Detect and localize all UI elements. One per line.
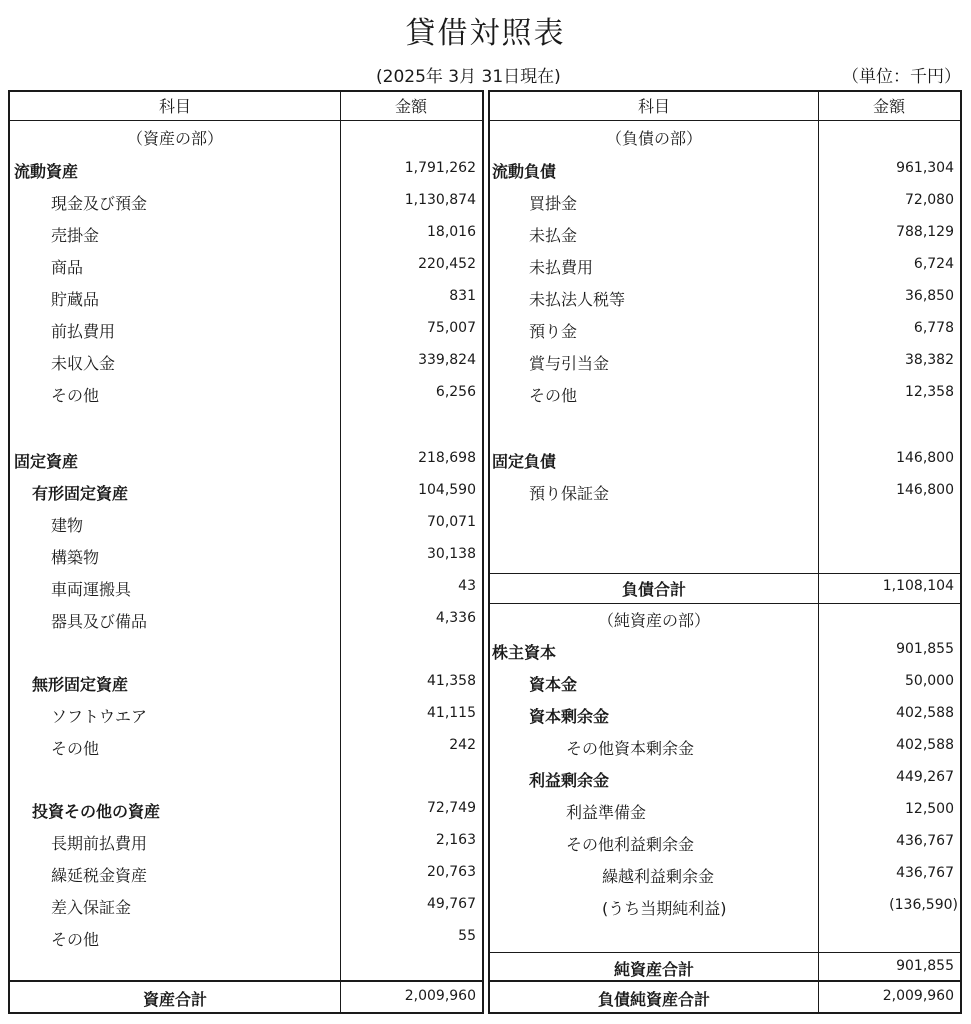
table-row: 預り金 6,778 xyxy=(529,320,954,341)
as-of-date: (2025年 3月 31日現在) xyxy=(376,67,561,87)
table-row: 資本金 50,000 xyxy=(529,673,954,694)
table-row: 長期前払費用 2,163 xyxy=(51,832,476,853)
unit-label: （単位：千円） xyxy=(842,67,961,87)
table-row: 車両運搬具 43 xyxy=(51,578,476,599)
assets-total-row: 資産合計 2,009,960 xyxy=(142,988,476,1009)
table-row: 建物 70,071 xyxy=(51,514,476,535)
table-row: (うち当期純利益) (136,590) xyxy=(602,897,958,918)
table-row: 未収入金 339,824 xyxy=(51,352,476,373)
table-row: 利益準備金 12,500 xyxy=(566,801,954,822)
total-divider xyxy=(10,980,482,982)
table-row: 固定資産 218,698 xyxy=(14,450,476,471)
table-row: その他 242 xyxy=(51,737,476,758)
table-row: その他利益剰余金 436,767 xyxy=(566,833,954,854)
table-row: 未払法人税等 36,850 xyxy=(529,288,954,309)
table-row: 未払金 788,129 xyxy=(529,224,954,245)
table-row: ソフトウエア 41,115 xyxy=(51,705,476,726)
table-row: 買掛金 72,080 xyxy=(529,192,954,213)
liabilities-panel xyxy=(488,90,962,1014)
section-heading: （負債の部） xyxy=(605,129,702,148)
table-row: 繰延税金資産 20,763 xyxy=(51,864,476,885)
header-item: 科目 xyxy=(637,97,670,116)
table-row: その他 12,358 xyxy=(529,384,954,405)
section-heading: （純資産の部） xyxy=(597,611,710,630)
table-row: 賞与引当金 38,382 xyxy=(529,352,954,373)
table-row: 繰越利益剰余金 436,767 xyxy=(602,865,954,886)
table-row: 有形固定資産 104,590 xyxy=(32,482,476,503)
section-heading: （資産の部） xyxy=(126,129,223,148)
table-row: その他 55 xyxy=(51,928,476,949)
table-row: 器具及び備品 4,336 xyxy=(51,610,476,631)
table-row: 貯蔵品 831 xyxy=(51,288,476,309)
table-row: 流動負債 961,304 xyxy=(492,160,954,181)
table-row: 商品 220,452 xyxy=(51,256,476,277)
liabilities-total-row: 負債合計 1,108,104 xyxy=(621,578,954,599)
table-row: 固定負債 146,800 xyxy=(492,450,954,471)
table-row: 預り保証金 146,800 xyxy=(529,482,954,503)
table-row: 前払費用 75,007 xyxy=(51,320,476,341)
table-row: 差入保証金 49,767 xyxy=(51,896,476,917)
header-amount: 金額 xyxy=(394,97,427,116)
header-row xyxy=(490,92,960,123)
net-assets-total-row: 純資産合計 901,855 xyxy=(613,958,954,979)
table-row: 無形固定資産 41,358 xyxy=(32,673,476,694)
header-amount: 金額 xyxy=(872,97,905,116)
page-title: 貸借対照表 xyxy=(405,16,566,51)
table-row: 未払費用 6,724 xyxy=(529,256,954,277)
table-row: 構築物 30,138 xyxy=(51,546,476,567)
header-item: 科目 xyxy=(158,97,191,116)
table-row: 現金及び預金 1,130,874 xyxy=(51,192,476,213)
header-row xyxy=(10,92,482,123)
table-row: 資本剰余金 402,588 xyxy=(529,705,954,726)
table-row: その他資本剰余金 402,588 xyxy=(566,737,954,758)
table-row: その他 6,256 xyxy=(51,384,476,405)
table-row: 利益剰余金 449,267 xyxy=(529,769,954,790)
assets-panel xyxy=(8,90,484,1014)
table-row: 投資その他の資産 72,749 xyxy=(32,800,476,821)
table-row: 流動資産 1,791,262 xyxy=(14,160,476,181)
table-row: 売掛金 18,016 xyxy=(51,224,476,245)
grand-total-row: 負債純資産合計 2,009,960 xyxy=(597,988,954,1009)
table-row: 株主資本 901,855 xyxy=(492,641,954,662)
